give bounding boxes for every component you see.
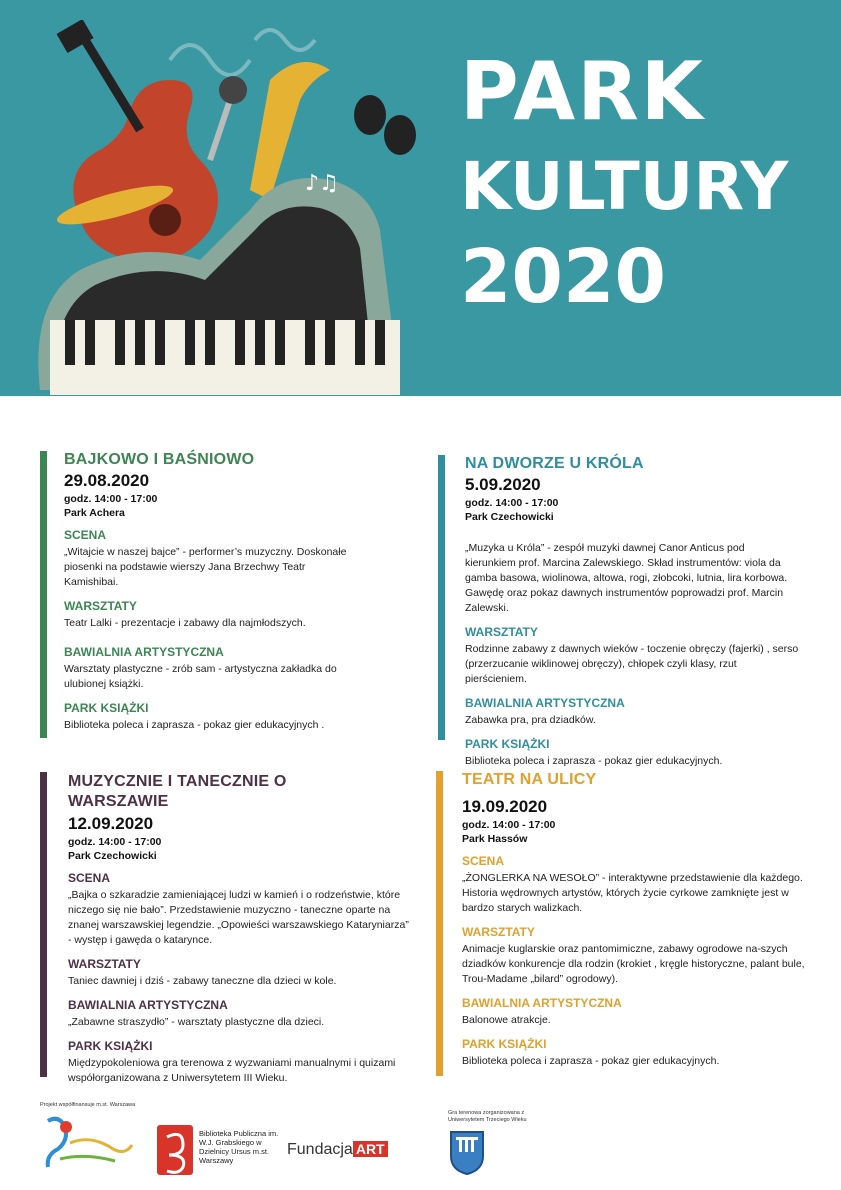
event-color-bar	[436, 771, 443, 1076]
fundacja-text: Fundacja	[287, 1141, 353, 1158]
hero-title	[460, 45, 789, 320]
section-text: Balonowe atrakcje.	[462, 1014, 551, 1026]
event-title: NA DWORZE U KRÓLA	[465, 455, 644, 472]
section-text: Biblioteka poleca i zaprasza - pokaz gier edukacyjnych .	[64, 719, 325, 731]
event-title: BAJKOWO I BAŚNIOWO	[64, 451, 255, 468]
title-line-2: KULTURY	[460, 148, 789, 225]
section-heading: BAWIALNIA ARTYSTYCZNA	[462, 996, 622, 1010]
event-place: Park Hassów	[462, 833, 528, 845]
event-color-bar	[40, 451, 47, 738]
section-heading: BAWIALNIA ARTYSTYCZNA	[68, 998, 228, 1012]
section-heading: PARK KSIĄŻKI	[68, 1039, 153, 1053]
section-text: Warsztaty plastyczne - zrób sam - artystyczna zakładka do ulubionej książki.	[64, 663, 337, 690]
section-text: Teatr Lalki - prezentacje i zabawy dla najmłodszych.	[64, 617, 306, 629]
event-teatr-na-ulicy	[436, 771, 831, 1081]
cofinance-note: Projekt współfinansuje m.st. Warszawa	[40, 1102, 136, 1108]
section-heading: SCENA	[68, 871, 111, 885]
section-text: Rodzinne zabawy z dawnych wieków - toczenie obręczy (fajerki) , serso (przerzucanie wiklinowej obręczy), chłopek czyli klasy, rzut pierścieniem.	[465, 643, 799, 685]
event-time: godz. 14:00 - 17:00	[68, 836, 162, 848]
section-heading: BAWIALNIA ARTYSTYCZNA	[465, 696, 625, 710]
svg-text:♪♫: ♪♫	[305, 171, 339, 196]
university-third-age-logo	[447, 1128, 487, 1176]
event-muzycznie	[40, 772, 420, 1082]
section-text: Taniec dawniej i dziś - zabawy taneczne dla dzieci w kole.	[68, 975, 337, 987]
section-text: „Muzyka u Króla” - zespół muzyki dawnej Canor Anticus pod kierunkiem prof. Marcina Zalewskiego. Skład instrumentów: viola da gamba basowa, wiolinowa, altowa, rogi, złobcoki, lutnia, lira korbowa. Gawędę oraz pokaz dawnych instrumentów poprowadzi prof. Marcin Zalewski.	[465, 542, 788, 614]
section-heading: PARK KSIĄŻKI	[462, 1037, 547, 1051]
game-note: Gra terenowa zorganizowana z Uniwersytetem Trzeciego Wieku	[448, 1110, 527, 1123]
event-date: 12.09.2020	[68, 814, 154, 833]
event-title: TEATR NA ULICY	[462, 771, 597, 788]
hero-banner	[0, 0, 841, 396]
library-name: Biblioteka Publiczna im. W.J. Grabskiego w Dzielnicy Ursus m.st. Warszawy	[199, 1129, 279, 1165]
section-heading: PARK KSIĄŻKI	[465, 737, 550, 751]
section-text: Międzypokoleniowa gra terenowa z wyzwaniami manualnymi i quizami współorganizowana z Uniwersytetem III Wieku.	[68, 1057, 396, 1084]
event-color-bar	[438, 455, 445, 740]
event-place: Park Czechowicki	[465, 511, 554, 523]
event-date: 5.09.2020	[465, 475, 541, 494]
event-na-dworze	[438, 455, 828, 767]
section-text: Zabawka pra, pra dziadków.	[465, 714, 596, 726]
music-instruments-illustration	[20, 20, 420, 396]
section-heading: SCENA	[462, 854, 505, 868]
event-time: godz. 14:00 - 17:00	[465, 497, 559, 509]
event-title: MUZYCZNIE I TANECZNIE O WARSZAWIE	[68, 773, 287, 810]
event-color-bar	[40, 772, 47, 1077]
title-line-3: 2020	[460, 234, 666, 320]
section-heading: WARSZTATY	[462, 925, 535, 939]
title-line-1: PARK	[460, 45, 705, 138]
section-text: Biblioteka poleca i zaprasza - pokaz gier edukacyjnych.	[462, 1055, 720, 1067]
event-place: Park Czechowicki	[68, 850, 157, 862]
section-heading: WARSZTATY	[64, 599, 137, 613]
section-heading: SCENA	[64, 528, 107, 542]
event-bajkowo	[40, 451, 420, 741]
section-heading: WARSZTATY	[465, 625, 538, 639]
event-time: godz. 14:00 - 17:00	[462, 819, 556, 831]
section-text: Biblioteka poleca i zaprasza - pokaz gier edukacyjnych.	[465, 755, 723, 767]
section-text: „Zabawne straszydło” - warsztaty plastyczne dla dzieci.	[68, 1016, 325, 1028]
ursus-festival-logo	[40, 1113, 135, 1173]
library-logo	[157, 1125, 193, 1175]
section-text: „ŻONGLERKA NA WESOŁO” - interaktywne przedstawienie dla każdego. Historia wędrownych artystów, których życie cyrkowe zamknięte jest w bardzo starych walizkach.	[462, 872, 803, 914]
event-place: Park Achera	[64, 507, 125, 519]
section-text: „Witajcie w naszej bajce” - performer’s muzyczny. Doskonałe piosenki na podstawie wierszy Jana Brzechwy Teatr Kamishibai.	[64, 546, 347, 588]
fundacja-art-badge: ART	[353, 1141, 388, 1157]
section-heading: BAWIALNIA ARTYSTYCZNA	[64, 645, 224, 659]
footer-sponsors	[0, 1095, 841, 1190]
fundacja-art-logo	[287, 1141, 388, 1159]
section-heading: WARSZTATY	[68, 957, 141, 971]
event-date: 29.08.2020	[64, 471, 150, 490]
section-text: „Bajka o szkaradzie zamieniającej ludzi w kamień i o rodzeństwie, które niczego się nie bało”. Przedstawienie muzyczno - taneczne oparte na znanej warszawskiej legendzie. „Opowieści warszawskiego Kataryniarza” - występ i gawęda o katarynce.	[68, 889, 409, 946]
event-time: godz. 14:00 - 17:00	[64, 493, 158, 505]
section-heading: PARK KSIĄŻKI	[64, 701, 149, 715]
event-date: 19.09.2020	[462, 797, 548, 816]
section-text: Animacje kuglarskie oraz pantomimiczne, zabawy ogrodowe na-szych dziadków konkurencje dla rodzin (krokiet , kręgle historyczne, palant bule, Trou-Madame „bilard” ogrodowy).	[462, 943, 805, 985]
